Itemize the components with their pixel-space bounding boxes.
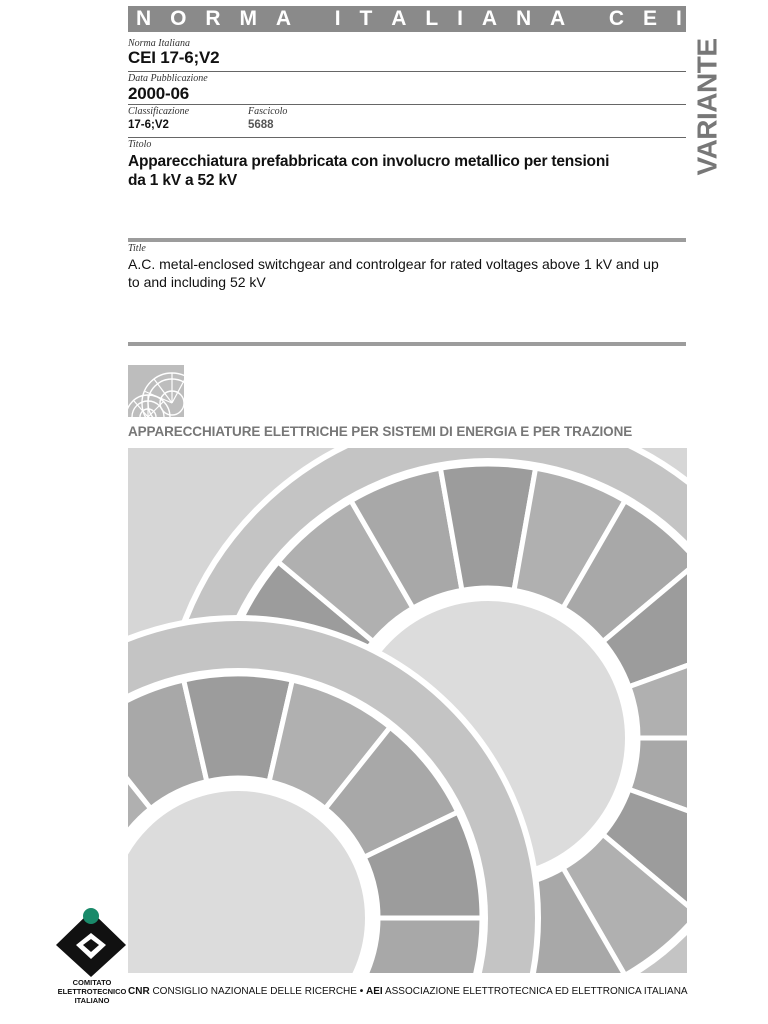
header-letter: E xyxy=(643,7,658,30)
variante-text: VARIANTE xyxy=(692,38,724,176)
cnr-name: CONSIGLIO NAZIONALE DELLE RICERCHE xyxy=(152,986,357,997)
data-label: Data Pubblicazione xyxy=(128,73,208,84)
fasc-value: 5688 xyxy=(248,119,274,131)
header-letter: I xyxy=(675,7,682,30)
norma-value: CEI 17-6;V2 xyxy=(128,48,220,67)
header-gap xyxy=(584,6,590,32)
header-band xyxy=(128,6,686,32)
divider-thick xyxy=(128,342,686,346)
header-letter: R xyxy=(205,7,221,30)
header-letter: T xyxy=(359,7,373,30)
cnr-abbr: CNR xyxy=(128,986,150,997)
title-en-line2: to and including 52 kV xyxy=(128,274,266,290)
cei-line: ITALIANO xyxy=(74,996,110,1005)
wheel-segment xyxy=(364,918,482,973)
header-letter: C xyxy=(608,7,625,30)
header-letter: A xyxy=(391,7,407,30)
variante-label xyxy=(694,40,722,174)
cover-artwork xyxy=(128,448,687,973)
header-letter: A xyxy=(275,7,292,30)
cei-name xyxy=(52,978,132,1005)
titolo-label: Titolo xyxy=(128,139,152,150)
divider xyxy=(128,71,686,72)
header-letter: I xyxy=(457,7,463,30)
class-label: Classificazione xyxy=(128,106,190,117)
title-en-label: Title xyxy=(128,243,146,254)
title-en-line1: A.C. metal-enclosed switchgear and controlgear for rated voltages above 1 kV and up xyxy=(128,256,659,272)
cei-line: ELETTROTECNICO xyxy=(57,987,127,996)
header-gap xyxy=(310,6,316,32)
data-value: 2000-06 xyxy=(128,84,189,103)
fasc-label: Fascicolo xyxy=(248,106,288,117)
header-letter: N xyxy=(515,7,532,30)
cei-logo-icon xyxy=(54,905,128,979)
header-letter: N xyxy=(136,7,152,30)
titolo-line2: da 1 kV a 52 kV xyxy=(128,172,238,189)
norma-label: Norma Italiana xyxy=(128,38,190,49)
aei-abbr: AEI xyxy=(366,986,383,997)
divider xyxy=(128,104,686,105)
aei-name: ASSOCIAZIONE ELETTROTECNICA ED ELETTRONICA ITALIANA xyxy=(384,986,688,997)
header-letter: O xyxy=(170,7,187,30)
header-letter: A xyxy=(481,7,498,30)
header-letter: L xyxy=(425,7,439,30)
header-letter: I xyxy=(334,7,341,30)
separator: • xyxy=(359,986,364,997)
header-letter: M xyxy=(239,7,257,30)
cei-line: COMITATO xyxy=(72,978,112,987)
divider xyxy=(128,137,686,138)
titolo-line1: Apparecchiatura prefabbricata con involucro metallico per tensioni xyxy=(128,153,610,170)
header-letter: A xyxy=(550,7,566,30)
divider-thick xyxy=(128,238,686,242)
small-emblem-icon xyxy=(128,365,184,417)
class-value: 17-6;V2 xyxy=(128,119,169,131)
category-title: APPARECCHIATURE ELETTRICHE PER SISTEMI DI ENERGIA E PER TRAZIONE xyxy=(128,424,633,439)
footer-organizations xyxy=(128,986,688,997)
